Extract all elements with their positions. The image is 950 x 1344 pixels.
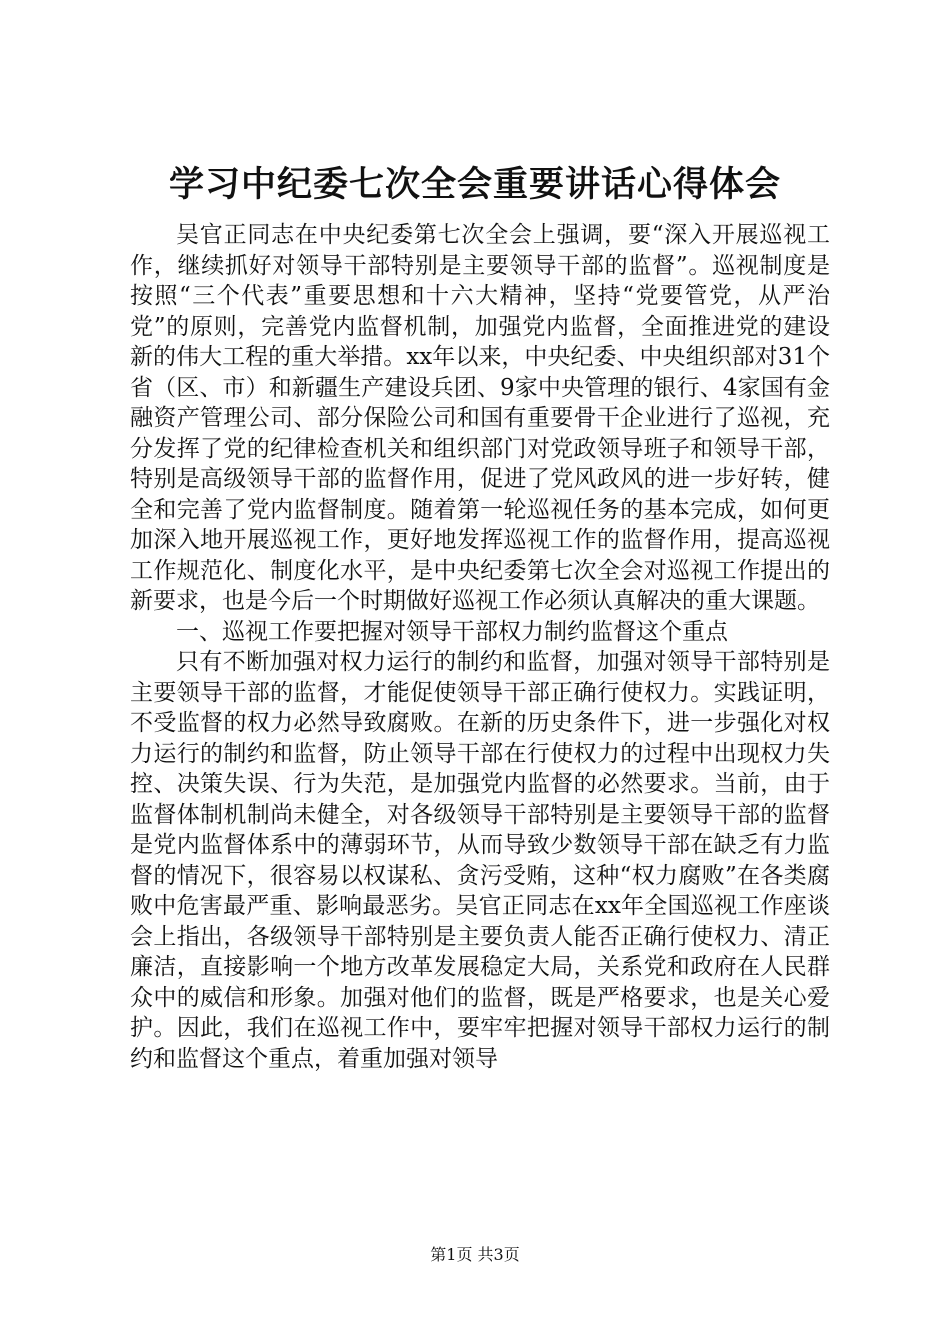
- section-heading: 一、巡视工作要把握对领导干部权力制约监督这个重点: [176, 618, 728, 645]
- body-paragraph: 只有不断加强对权力运行的制约和监督，加强对领导干部特别是主要领导干部的监督，才能促使领导干部正确行使权力。实践证明，不受监督的权力必然导致腐败。在新的历史条件下，进一步强化对权力运行的制约和监督，防止领导干部在行使权力的过程中出现权力失控、决策失误、行为失范，是加强党内监督的必然要求。当前，由于监督体制机制尚未健全，对各级领导干部特别是主要领导干部的监督是党内监督体系中的薄弱环节，从而导致少数领导干部在缺乏有力监督的情况下，很容易以权谋私、贪污受贿，这种“权力腐败”在各类腐败中危害最严重、影响最恶劣。吴官正同志在xx年全国巡视工作座谈会上指出，各级领导干部特别是主要负责人能否正确行使权力、清正廉洁，直接影响一个地方改革发展稳定大局，关系党和政府在人民群众中的威信和形象。加强对他们的监督，既是严格要求，也是关心爱护。因此，我们在巡视工作中，要牢牢把握对领导干部权力运行的制约和监督这个重点，着重加强对领导: [130, 649, 830, 1072]
- page-footer: 第1页 共3页: [430, 1245, 520, 1264]
- body-paragraph: 吴官正同志在中央纪委第七次全会上强调，要“深入开展巡视工作，继续抓好对领导干部特别是主要领导干部的监督”。巡视制度是按照“三个代表”重要思想和十六大精神，坚持“党要管党，从严治党”的原则，完善党内监督机制，加强党内监督，全面推进党的建设新的伟大工程的重大举措。xx年以来，中央纪委、中央组织部对31个省（区、市）和新疆生产建设兵团、9家中央管理的银行、4家国有金融资产管理公司、部分保险公司和国有重要骨干企业进行了巡视，充分发挥了党的纪律检查机关和组织部门对党政领导班子和领导干部，特别是高级领导干部的监督作用，促进了党风政风的进一步好转，健全和完善了党内监督制度。随着第一轮巡视任务的基本完成，如何更加深入地开展巡视工作，更好地发挥巡视工作的监督作用，提高巡视工作规范化、制度化水平，是中央纪委第七次全会对巡视工作提出的新要求，也是今后一个时期做好巡视工作必须认真解决的重大课题。: [130, 222, 830, 614]
- document-body: [130, 220, 830, 1074]
- document-title: 学习中纪委七次全会重要讲话心得体会: [168, 164, 781, 205]
